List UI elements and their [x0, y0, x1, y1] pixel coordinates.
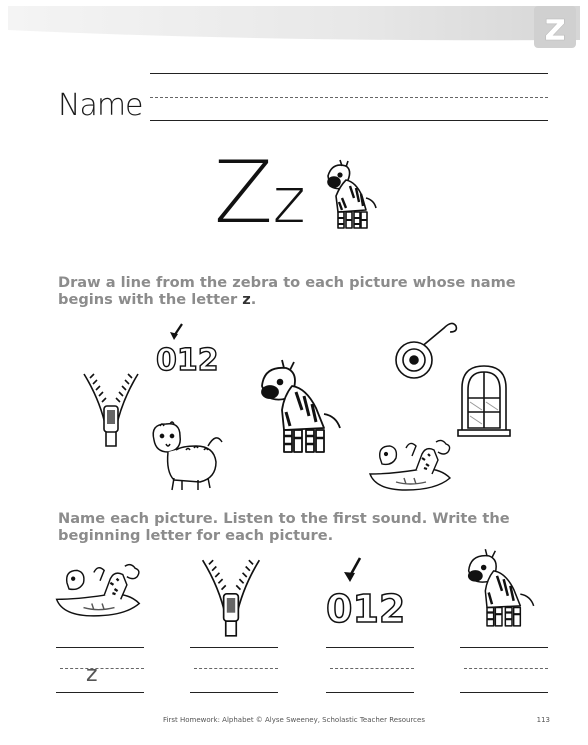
footer-credit: First Homework: Alphabet © Alyse Sweeney, Scholastic Teacher Resources: [163, 716, 425, 724]
corner-letter-badge: [532, 4, 578, 50]
answer-top-line-2: [190, 647, 278, 648]
answer-base-line-3[interactable]: [326, 692, 414, 693]
answer-base-line-2[interactable]: [190, 692, 278, 693]
name-writing-line[interactable]: [150, 120, 548, 121]
zipper-icon: [198, 556, 264, 640]
zero-icon: [324, 556, 416, 628]
traced-sample-letter: z: [86, 662, 98, 687]
answer-base-line-4[interactable]: [460, 692, 548, 693]
answer-mid-line-4: [464, 668, 548, 669]
zebra-icon: [318, 158, 380, 234]
yoyo-icon[interactable]: [392, 318, 464, 384]
instruction-text: Draw a line from the zebra to each picture whose name begins with the letter: [58, 274, 516, 308]
answer-top-line-1: [56, 647, 144, 648]
zipper-icon[interactable]: [80, 370, 142, 450]
name-mid-dashed-line: [150, 97, 548, 98]
instruction-letter: z: [242, 291, 251, 308]
header-band: [8, 6, 580, 46]
letter-display: [214, 143, 306, 243]
answer-mid-line-2: [194, 668, 278, 669]
answer-base-line-1[interactable]: [56, 692, 144, 693]
corner-letter: z: [543, 5, 567, 49]
instruction-period: .: [250, 291, 257, 308]
zero-icon[interactable]: [154, 322, 226, 376]
answer-mid-line-3: [330, 668, 414, 669]
zoo-animals-icon[interactable]: [366, 434, 456, 494]
zoo-animals-icon: [52, 558, 146, 620]
zebra-icon: [462, 546, 542, 634]
zero-number-text: 012: [156, 343, 219, 376]
instruction-draw-line: [58, 274, 528, 308]
answer-top-line-4: [460, 647, 548, 648]
window-icon[interactable]: [456, 362, 512, 438]
uppercase-letter: Z: [214, 143, 273, 243]
dog-icon[interactable]: [146, 416, 226, 494]
instruction-write-letter: Name each picture. Listen to the first sound. Write the beginning letter for each picture.: [58, 510, 510, 544]
lowercase-letter: z: [272, 164, 306, 237]
name-label: Name: [58, 88, 143, 123]
zero-number-text: 012: [326, 587, 406, 628]
page-number: 113: [536, 716, 550, 724]
answer-top-line-3: [326, 647, 414, 648]
name-top-line: [150, 73, 548, 74]
answer-mid-line-1: [60, 668, 144, 669]
zebra-icon[interactable]: [254, 358, 350, 460]
